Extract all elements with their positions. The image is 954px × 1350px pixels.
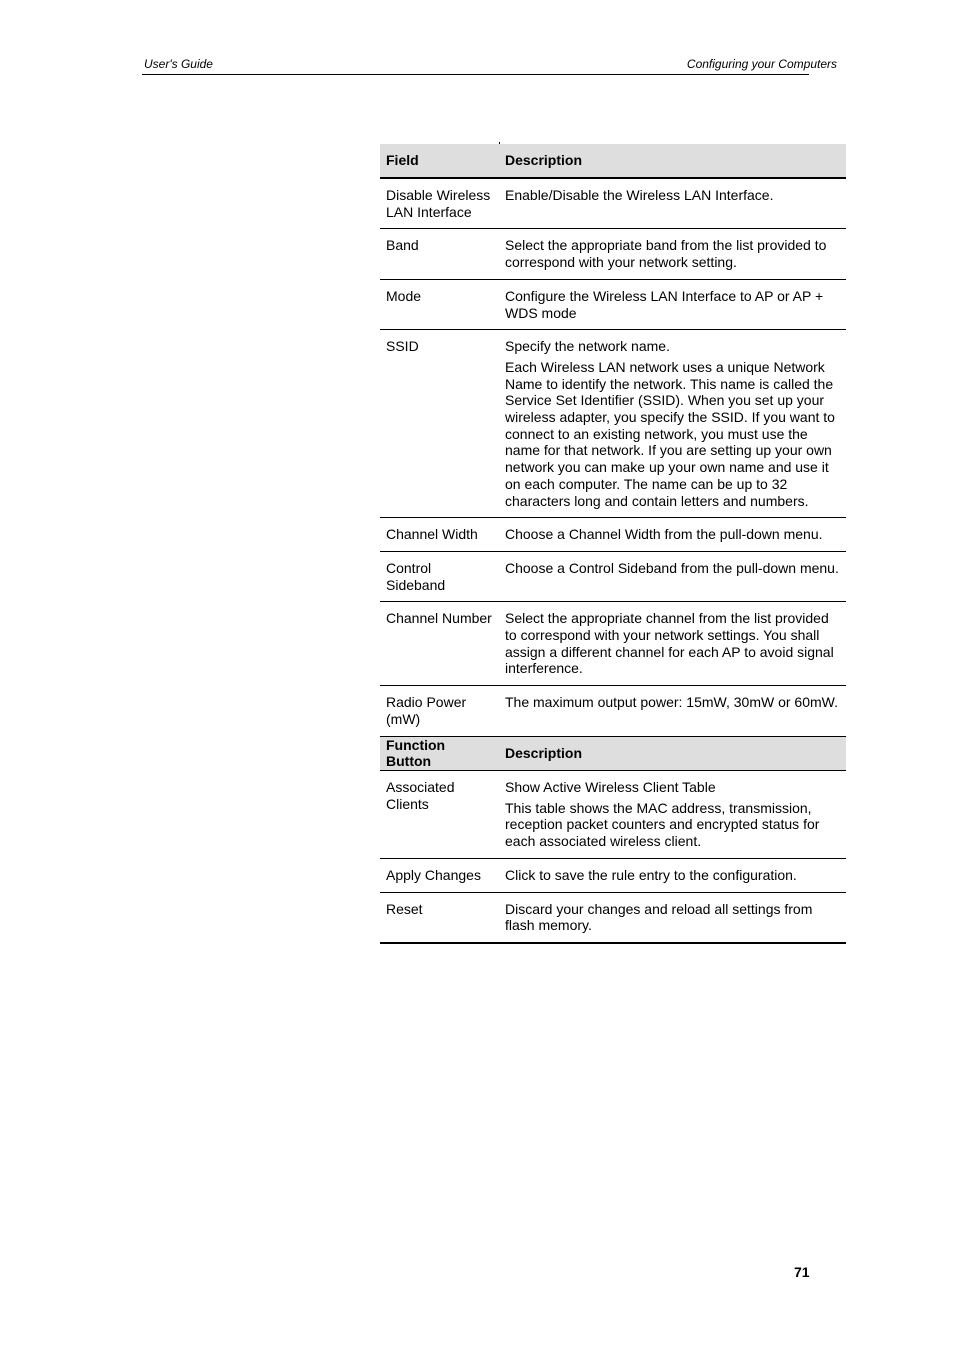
description-cell: Select the appropriate band from the list provided to correspond with your network setting. (499, 229, 846, 279)
header-field: Field (380, 144, 499, 178)
table-row (380, 178, 846, 229)
description-cell: Select the appropriate channel from the list provided to correspond with your network settings. You shall assign a different channel for each AP to avoid signal interference. (499, 602, 846, 686)
field-cell: Control Sideband (380, 551, 499, 601)
field-cell: Radio Power (mW) (380, 686, 499, 736)
table-row (380, 229, 846, 279)
header-right-title: Configuring your Computers (686, 57, 837, 71)
description-cell: The maximum output power: 15mW, 30mW or 60mW. (499, 686, 846, 736)
field-cell: Disable Wireless LAN Interface (380, 178, 499, 229)
field-cell: Channel Number (380, 602, 499, 686)
description-detail: Each Wireless LAN network uses a unique Network Name to identify the network. This name is called the Service Set Identifier (SSID). When you set up your wireless adapter, you specify the SSID. If you want to connect to an existing network, you must use the name for that network. If you are setting up your own network you can make up your own name and use it on each computer. The name can be up to 32 characters long and contain letters and numbers. (505, 358, 835, 509)
field-cell: SSID (380, 330, 499, 518)
table-row (380, 770, 846, 858)
description-cell: Discard your changes and reload all settings from flash memory. (499, 892, 846, 943)
table-row (380, 892, 846, 943)
header-description: Description (499, 736, 846, 770)
description-text: Show Active Wireless Client Table (505, 778, 716, 795)
field-description-table (380, 144, 846, 944)
table-row (380, 551, 846, 601)
description-cell: Choose a Channel Width from the pull-down menu. (499, 518, 846, 552)
header-function-button: Function Button (380, 736, 499, 770)
table-row (380, 330, 846, 518)
description-cell: Enable/Disable the Wireless LAN Interface. (499, 178, 846, 229)
description-cell: Choose a Control Sideband from the pull-down menu. (499, 551, 846, 601)
field-cell: Reset (380, 892, 499, 943)
field-cell: Apply Changes (380, 858, 499, 892)
description-cell: Click to save the rule entry to the configuration. (499, 858, 846, 892)
description-cell (499, 330, 846, 518)
field-cell: Mode (380, 279, 499, 329)
table-row (380, 518, 846, 552)
field-cell: Channel Width (380, 518, 499, 552)
header-left-title: User's Guide (144, 57, 213, 71)
description-cell (499, 770, 846, 858)
field-cell: Associated Clients (380, 770, 499, 858)
description-detail: This table shows the MAC address, transmission, reception packet counters and encrypted status for each associated wireless client. (505, 799, 820, 850)
field-cell: Band (380, 229, 499, 279)
table-row (380, 602, 846, 686)
table-header-row (380, 144, 846, 178)
table-row (380, 279, 846, 329)
header-description: Description (499, 144, 846, 178)
description-text: Specify the network name. (505, 338, 670, 355)
page-number: 71 (794, 1264, 810, 1280)
table-row (380, 858, 846, 892)
description-cell: Configure the Wireless LAN Interface to AP or AP + WDS mode (499, 279, 846, 329)
function-button-header-row (380, 736, 846, 770)
table-row (380, 686, 846, 736)
header-rule (142, 74, 809, 75)
